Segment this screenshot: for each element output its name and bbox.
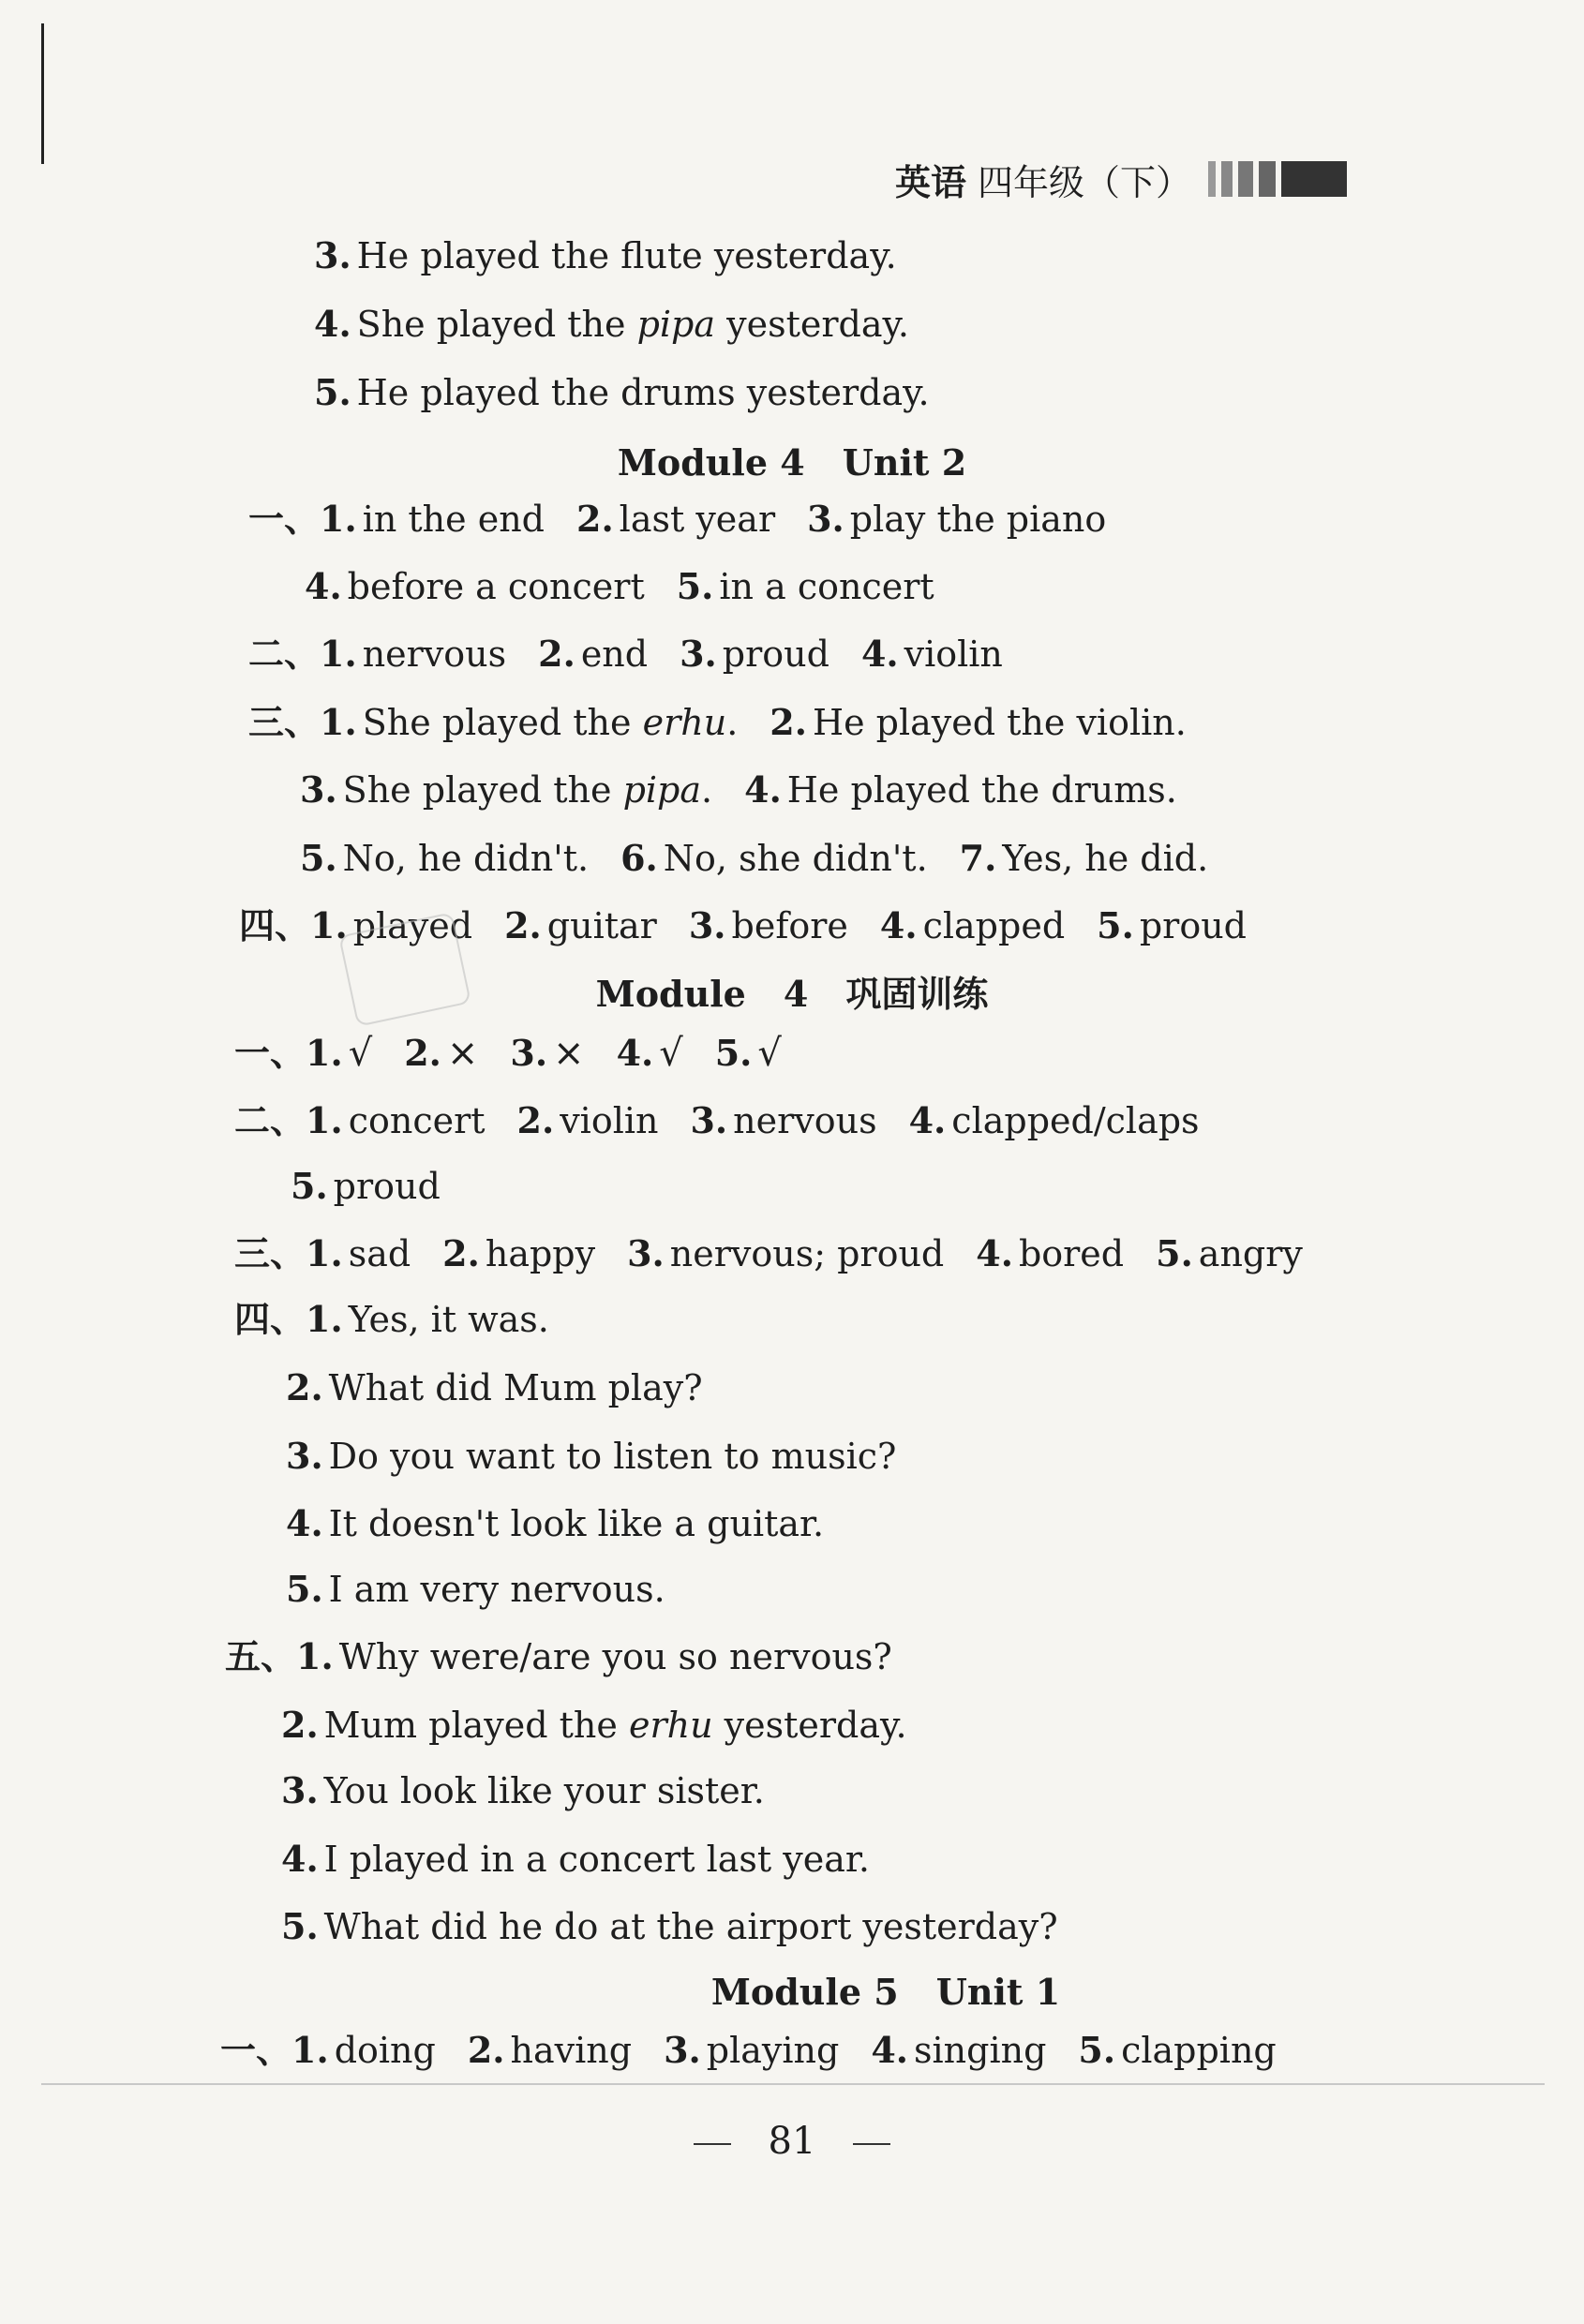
answer-line: 5. proud [291,1165,441,1207]
answer-line: 2. Mum played the erhu yesterday. [281,1704,907,1746]
answer-line: 5. No, he didn't. 6. No, she didn't. 7. Yes, he did. [300,837,1209,879]
answer-line: 二、1. concert 2. violin 3. nervous 4. clapped/claps [234,1099,1200,1141]
margin-line [41,23,44,164]
answer-line: 3. He played the flute yesterday. [314,234,897,276]
page-number: 81 [0,2120,1584,2163]
answer-line: 三、1. sad 2. happy 3. nervous; proud 4. bored 5. angry [234,1232,1303,1274]
answer-line: 4. before a concert 5. in a concert [305,565,934,607]
cross-mark: × [446,1032,479,1075]
answer-line: 5. I am very nervous. [286,1568,665,1610]
answer-line: 三、1. She played the erhu. 2. He played the violin. [248,701,1187,743]
footer-rule [41,2083,1545,2085]
answer-line: 3. She played the pipa. 4. He played the drums. [300,768,1177,811]
check-mark: √ [757,1032,782,1075]
header-decoration [1208,161,1347,197]
section-heading: Module 4 Unit 2 [617,441,967,484]
check-mark: √ [348,1032,373,1075]
answer-line: 一、1. √ 2. × 3. × 4. √ 5. √ [234,1029,782,1078]
answer-line: 3. Do you want to listen to music? [286,1435,897,1477]
answer-line: 五、1. Why were/are you so nervous? [225,1635,892,1677]
answer-line: 4. I played in a concert last year. [281,1838,870,1880]
cross-mark: × [553,1032,585,1075]
answer-line: 5. What did he do at the airport yesterday? [281,1905,1058,1947]
header-subject: 英语 [895,161,967,203]
answer-line: 5. He played the drums yesterday. [314,371,930,413]
answer-line: 四、1. Yes, it was. [234,1298,549,1340]
header-grade: 四年级（下） [978,161,1192,203]
check-mark: √ [659,1032,683,1075]
answer-line: 3. You look like your sister. [281,1769,765,1811]
answer-line: 一、1. doing 2. having 3. playing 4. singing 5. clapping [220,2029,1277,2071]
answer-line: 2. What did Mum play? [286,1366,703,1408]
page-header [895,155,1347,203]
answer-line: 二、1. nervous 2. end 3. proud 4. violin [248,633,1003,675]
section-heading: Module 5 Unit 1 [710,1971,1061,2013]
answer-line: 一、1. in the end 2. last year 3. play the piano [248,498,1107,540]
answer-line: 四、1. played 2. guitar 3. before 4. clapped 5. proud [239,904,1247,946]
answer-line: 4. She played the pipa yesterday. [314,303,909,345]
section-heading: Module 4 巩固训练 [595,973,989,1015]
answer-line: 4. It doesn't look like a guitar. [286,1502,825,1544]
